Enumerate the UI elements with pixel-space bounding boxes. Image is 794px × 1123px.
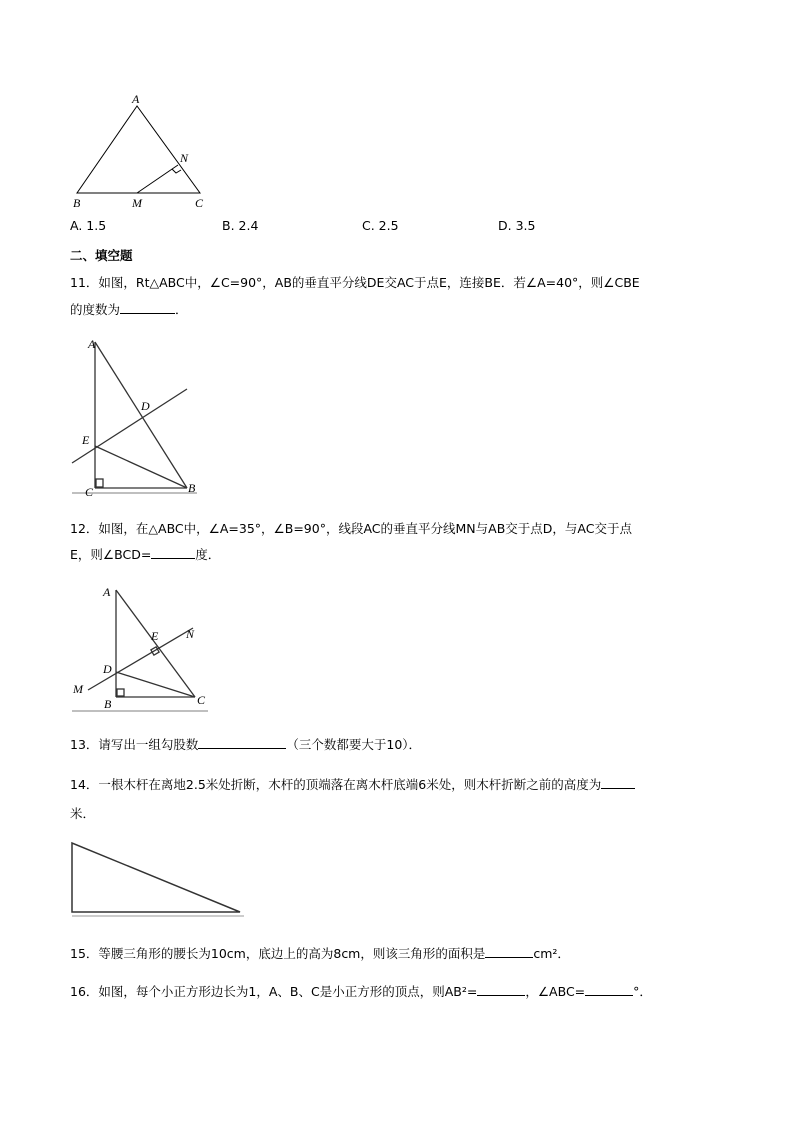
q12-pre: E，则∠BCD=	[70, 547, 152, 562]
q16-pre: 16．如图，每个小正方形边长为1，A、B、C是小正方形的顶点，则AB²=	[70, 984, 478, 999]
q11-pre: 的度数为	[70, 302, 121, 317]
option-d[interactable]: D. 3.5	[498, 218, 536, 233]
q11-post: ．	[175, 302, 188, 317]
q14-text: 14．一根木杆在离地2.5米处折断，木杆的顶端落在离木杆底端6米处，则木杆折断之前的高度为	[70, 777, 602, 792]
q15-post: cm²．	[533, 946, 570, 961]
label-M: M	[73, 682, 83, 696]
q15-answer-blank[interactable]	[485, 945, 533, 958]
q15-line	[70, 944, 570, 962]
label-B: B	[73, 196, 81, 210]
label-E: E	[151, 629, 159, 643]
label-A: A	[88, 337, 96, 351]
q16-answer-blank-1[interactable]	[477, 983, 525, 996]
q16-line	[70, 982, 652, 1000]
option-a[interactable]: A. 1.5	[70, 218, 107, 233]
q13-post: （三个数都要大于10）．	[286, 737, 422, 752]
label-B: B	[188, 481, 196, 495]
label-D: D	[103, 662, 112, 676]
q16-mid: ，∠ABC=	[525, 984, 586, 999]
figure-11-triangle	[72, 342, 197, 493]
q12-line2	[70, 545, 220, 563]
q12-answer-blank[interactable]	[151, 546, 195, 559]
label-N: N	[180, 151, 189, 165]
q14-line2: 米．	[70, 806, 96, 821]
label-C: C	[197, 693, 206, 707]
figure-12-triangle	[72, 590, 208, 711]
label-A: A	[103, 585, 111, 599]
q13-answer-blank[interactable]	[198, 736, 286, 749]
q11-text: 11．如图，Rt△ABC中，∠C=90°，AB的垂直平分线DE交AC于点E，连接BE．若∠A=40°，则∠CBE	[70, 275, 640, 290]
q14-answer-blank[interactable]	[601, 776, 635, 789]
q13-line	[70, 735, 421, 753]
label-C: C	[195, 196, 204, 210]
label-A: A	[132, 92, 140, 106]
label-D: D	[141, 399, 150, 413]
label-C: C	[85, 485, 94, 499]
q15-pre: 15．等腰三角形的腰长为10cm，底边上的高为8cm，则该三角形的面积是	[70, 946, 486, 961]
label-B: B	[104, 697, 112, 711]
q11-line2	[70, 300, 188, 318]
q16-post: °．	[633, 984, 652, 999]
option-c[interactable]: C. 2.5	[362, 218, 399, 233]
q11-answer-blank[interactable]	[120, 301, 175, 314]
label-E: E	[82, 433, 90, 447]
q12-post: 度．	[195, 547, 221, 562]
q14-line1	[70, 775, 635, 793]
figure-14-triangle	[72, 843, 244, 916]
q16-answer-blank-2[interactable]	[585, 983, 633, 996]
label-M: M	[132, 196, 142, 210]
figure-10-triangle	[77, 106, 200, 193]
q12-text: 12．如图，在△ABC中，∠A=35°，∠B=90°，线段AC的垂直平分线MN与AB交于点D，与AC交于点	[70, 521, 632, 536]
q13-pre: 13．请写出一组勾股数	[70, 737, 199, 752]
label-N: N	[186, 627, 195, 641]
section-title: 二、填空题	[70, 248, 133, 263]
option-b[interactable]: B. 2.4	[222, 218, 259, 233]
